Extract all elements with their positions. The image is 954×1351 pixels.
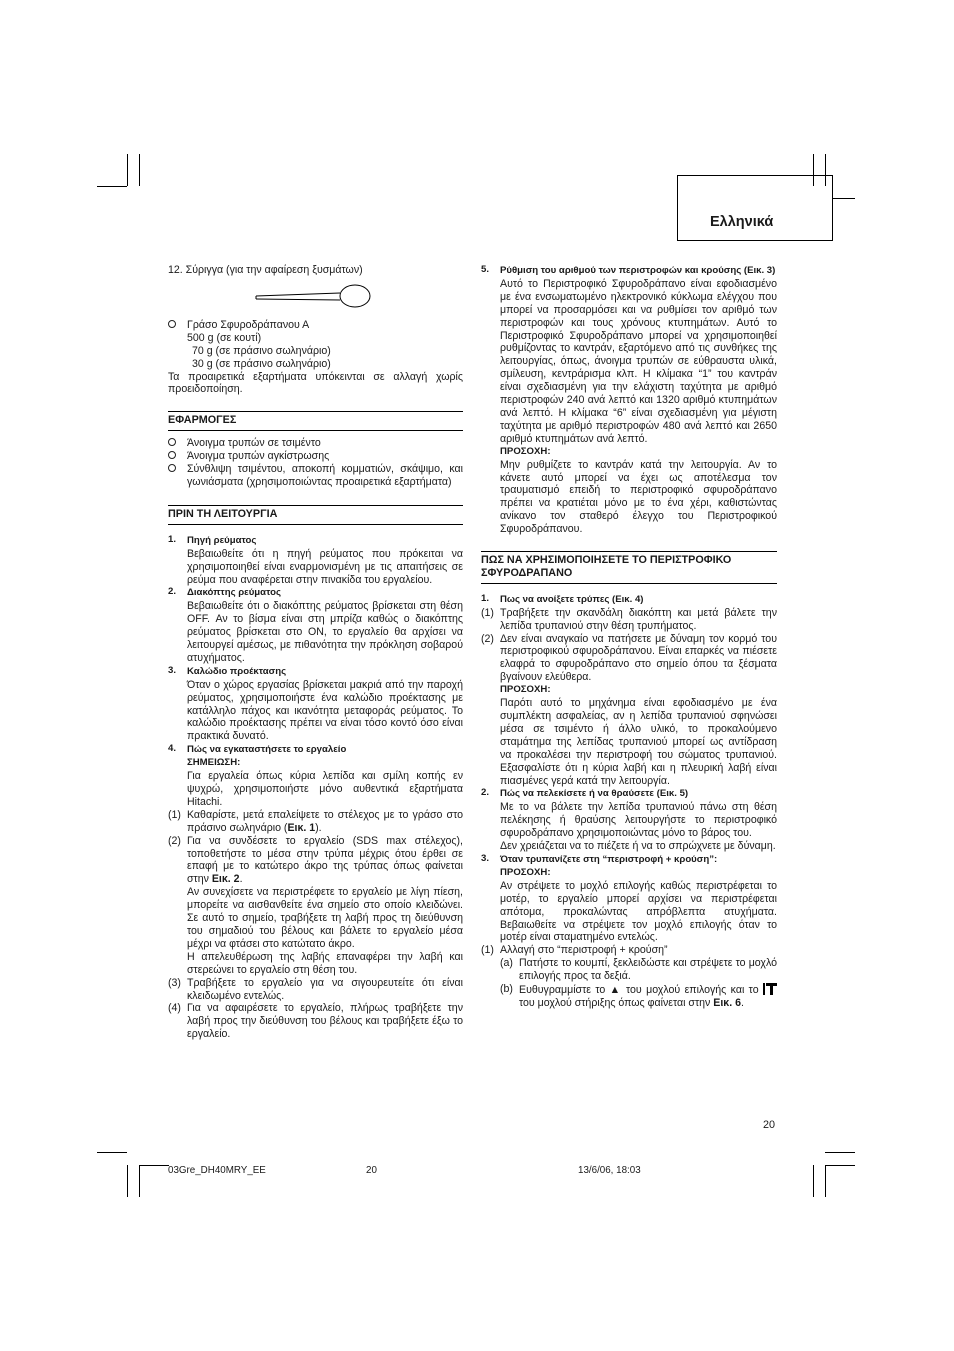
step-number: (2) [481, 632, 494, 645]
step-number: (a) [500, 957, 513, 970]
figure-ref: Εικ. 6 [713, 996, 741, 1009]
step-text: Η απελευθέρωση της λαβής επαναφέρει την λαβή και στερεώνει το εργαλείο στη θέση του. [187, 950, 463, 976]
prior-item-2 [168, 586, 463, 664]
grease-title: Γράσο Σφυροδράπανου Α [187, 318, 310, 331]
item-title: Πως να ανοίξετε τρύπες (Εικ. 4) [500, 593, 644, 605]
item-number: 4. [168, 743, 177, 755]
item-number: 1. [168, 533, 177, 545]
step-text: Για να συνδέσετε το εργαλείο (SDS max στέλεχος), τοποθετήστε το μέσα στην τρύπα μέχρις ότου έρθει σε επαφή με το κατώτερο άκρο της τρύπας όπως φαίνεται στην [187, 834, 463, 886]
crop-mark [127, 154, 128, 186]
item-number: 2. [168, 586, 177, 598]
crop-mark [139, 154, 140, 186]
accessories-note: Τα προαιρετικά εξαρτήματα υπόκεινται σε αλλαγή χωρίς προειδοποίηση. [168, 370, 463, 396]
bullet-icon [168, 438, 176, 446]
item-number: 5. [481, 264, 490, 275]
use-item-2 [481, 787, 777, 853]
item-text: Αυτό το Περιστροφικό Σφυροδράπανο είναι εφοδιασμένο με ένα ενσωματωμένο ηλεκτρονικό κύκλωμα ελέγχου που μπορεί να προσαρμόσει και να ρυθμίσει τον αριθμό των περιστροφών και τους χρόνους κτυπημάτων. Αυτό το Περιστροφικό Σφυροδράπανο μπορεί να χρησιμοποιηθεί ρυθμίζοντας το καντράν, εξαρτόμενο από τις συνθήκες της λειτουργίας, όπως, άνοιγμα τρυπών σε εύθραυστα υλικά, σμίλευση, κεντράρισμα κλπ. Η κλίμακα “1” του καντράν είναι σχεδιασμένη για την ελάχιστη ταχύτητα με αριθμό περιστροφών 240 ανά λεπτό και 1320 αριθμό κτυπημάτων ανά λεπτό. Η κλίμακα “6” είναι σχεδιασμένη για μέγιστη ταχύτητα με αριθμό περιστροφών 480 ανά λεπτό και 2650 αριθμό κτυπημάτων ανά λεπτό. [500, 277, 777, 445]
prior-item-4 [168, 743, 463, 809]
item-text: Όταν ο χώρος εργασίας βρίσκεται μακριά από την παροχή ρεύματος, χρησιμοποιήστε ένα καλώδιο προέκτασης με κατάλληλο πάχος και ικανότητα μεταφοράς ρεύματος. Το καλώδιο προέκτασης πρέπει να είναι τόσο κοντό όσο είναι πρακτικά δυνατό. [187, 678, 463, 743]
step-number: (1) [481, 944, 494, 957]
item-title: Καλώδιο προέκτασης [187, 665, 287, 677]
use-step [481, 944, 777, 957]
caution-label: ΠΡΟΣΟΧΗ: [500, 684, 551, 696]
item-text: Βεβαιωθείτε ότι ο διακόπτης ρεύματος βρίσκεται στη θέση OFF. Αν το βίσμα είναι στη μπρίζα καθώς ο διακόπτης ρεύματος βρίσκεται στο ON, το εργαλείο θα αρχίσει να λειτουργεί αμέσως, με πιθανότητα την πρόκληση σοβαρού ατυχήματος. [187, 600, 463, 664]
caution-text: Παρότι αυτό το μηχάνημα είναι εφοδιασμένο με ένα συμπλέκτη ασφαλείας, αν η λεπίδα τρυπανιού σφηνώσει μέσα σε τσιμέντο ή άλλο υλικό, το προκαλούμενο σταμάτημα της λεπίδας τρυπανιού μπορεί ως αντίδραση να προκαλέσει την περιστροφή του σώματος τρυπανιού. Εξασφαλίστε ότι η κύρια λαβή και η πλευρική λαβή είναι πιασμένες γερά κατά την λειτουργία. [500, 697, 777, 787]
step-number: (b) [500, 983, 513, 996]
application-item [168, 463, 463, 489]
use-step [481, 607, 777, 633]
step-text: Ευθυγραμμίστε το ▲ του μοχλού επιλογής και το [519, 984, 759, 997]
application-item [168, 450, 463, 463]
crop-mark [97, 1152, 127, 1153]
caution-label: ΠΡΟΣΟΧΗ: [500, 866, 551, 878]
crop-mark [833, 198, 855, 199]
crop-mark [825, 1165, 855, 1166]
step-number: (3) [168, 976, 181, 989]
grease-size: 70 g (σε πράσινο σωληνάριο) [192, 344, 331, 357]
crop-mark [97, 186, 127, 187]
crop-mark [127, 1165, 128, 1197]
hammer-drill-symbol-icon [763, 983, 777, 995]
note-label: ΣΗΜΕΙΩΣΗ: [187, 757, 241, 769]
accessory-item-12: 12. Σύριγγα (για την αφαίρεση ξυσμάτων) [168, 264, 363, 276]
use-substep [500, 983, 777, 1010]
install-step-4 [168, 1002, 463, 1041]
caution-text: Μην ρυθμίζετε το καντράν κατά την λειτουργία. Αν το κάνετε αυτό μπορεί να έχει ως αποτέλεσμα τον τραυματισμό επειδή το περιστροφικό σφυροδράπανο πρέπει να κρατιέται μόνο με το ένα χέρι, καθιστώντας ανίκανο τον σταθερό έλεγχο του Περιστροφικού Σφυροδράπανου. [500, 458, 777, 536]
grease-size: 30 g (σε πράσινο σωληνάριο) [192, 357, 331, 370]
application-item [168, 437, 463, 450]
use-step [481, 633, 777, 788]
figure-ref: Εικ. 1 [287, 821, 316, 834]
item-title: Διακόπτης ρεύματος [187, 587, 281, 599]
caution-label: ΠΡΟΣΟΧΗ: [500, 445, 551, 457]
item-title: Όταν τρυπανίζετε στη “περιστροφή + κρούση”: [500, 853, 718, 865]
install-step-1 [168, 809, 463, 835]
section-heading: ΠΡΙΝ ΤΗ ΛΕΙΤΟΥΡΓΙΑ [168, 505, 463, 525]
crop-mark [825, 1165, 826, 1197]
step-text: Πατήστε το κουμπί, ξεκλειδώστε και στρέψετε το μοχλό επιλογής προς τα δεξιά. [519, 957, 777, 983]
prior-item-3 [168, 665, 463, 743]
page-number: 20 [763, 1119, 776, 1131]
item-number: 2. [481, 787, 490, 799]
step-text: Καθαρίστε, μετά επαλείψετε το στέλεχος με το γράσο στο πράσινο σωληνάριο ( [187, 808, 463, 834]
section-heading: ΠΩΣ ΝΑ ΧΡΗΣΙΜΟΠΟΙΗΣΕΤΕ ΤΟ ΠΕΡΙΣΤΡΟΦΙΚΟ ΣΦΥΡΟΔΡΑΠΑΝΟ [481, 551, 777, 584]
language-label: Ελληνικά [710, 214, 774, 230]
use-item-3 [481, 853, 777, 944]
syringe-illustration [168, 281, 463, 313]
bullet-icon [168, 320, 176, 328]
prior-item-5 [481, 264, 777, 536]
use-item-1 [481, 593, 777, 607]
use-substep [500, 957, 777, 983]
step-text: Αλλαγή στο “περιστροφή + κρούση” [500, 944, 668, 957]
crop-mark [825, 1152, 855, 1153]
step-text: . [741, 996, 744, 1009]
step-text: Τραβήξετε την σκανδάλη διακόπτη και μετά βάλετε την λεπίδα τρυπανιού στην θέση τρυπήματος. [500, 606, 777, 632]
item-number: 1. [481, 592, 490, 604]
step-text: Τραβήξετε το εργαλείο για να σιγουρευτείτε ότι είναι κλειδωμένο εντελώς. [187, 976, 463, 1002]
item-number: 3. [481, 852, 490, 864]
crop-mark [139, 1165, 140, 1197]
item-text: Με το να βάλετε την λεπίδα τρυπανιού πάνω στη θέση πελέκησης ή θραύσης λειτουργήστε το περιστροφικό σφυροδράπανο χρησιμοποιώντας μόνο το βάρος του. [500, 801, 777, 840]
item-number: 3. [168, 664, 177, 676]
item-title: Πηγή ρεύματος [187, 534, 257, 546]
step-text: του μοχλού στήριξης όπως φαίνεται στην [519, 996, 711, 1009]
section-heading: ΕΦΑΡΜΟΓΕΣ [168, 411, 463, 431]
application-text: Σύνθλιψη τσιμέντου, αποκοπή κομματιών, σκάψιμο, και γωνιάσματα (χρησιμοποιώντας προαιρετικά εξαρτήματα) [187, 463, 463, 488]
step-number: (2) [168, 834, 181, 847]
footer-page: 20 [366, 1165, 377, 1176]
crop-mark [139, 1165, 169, 1166]
step-text: Για να αφαιρέσετε το εργαλείο, πλήρως τραβήξετε την λαβή προς την διεύθυνση του βέλους και τραβήξετε έξω το εργαλείο. [187, 1002, 463, 1041]
syringe-icon [168, 281, 463, 313]
item-title: Ρύθμιση του αριθμού των περιστροφών και κρούσης (Εικ. 3) [500, 265, 776, 276]
right-column [481, 264, 777, 1010]
bullet-icon [168, 464, 176, 472]
application-text: Άνοιγμα τρυπών αγκίστρωσης [187, 450, 330, 463]
bullet-icon [168, 451, 176, 459]
item-title: Πώς να πελεκίσετε ή να θραύσετε (Εικ. 5) [500, 788, 689, 800]
item-text: Δεν χρειάζεται να το πιέζετε ή να το σπρώχνετε με δύναμη. [500, 840, 776, 853]
footer-file: 03Gre_DH40MRY_EE [168, 1165, 266, 1176]
left-column [168, 264, 463, 1041]
step-text: Δεν είναι αναγκαίο να πατήσετε με δύναμη τον κορμό του περιστροφικού σφυροδράπανου. Είναι επαρκές να πιέσετε ελαφρά το σφυροδράπανο στο σημείο όπου τα ξέσματα βγαίνουν ελεύθερα. [500, 632, 777, 684]
item-text: Βεβαιωθείτε ότι η πηγή ρεύματος που πρόκειται να χρησιμοποιηθεί είναι εναρμονισμένη με τις απαιτήσεις σε ρεύμα που αναφέρεται στην πινακίδα του εργαλείου. [187, 547, 463, 586]
figure-ref: Εικ. 2 [211, 873, 240, 886]
prior-item-1 [168, 534, 463, 587]
note-text: Για εργαλεία όπως κύρια λεπίδα και σμίλη κοπής εν ψυχρώ, χρησιμοποιήστε μόνο αυθεντικά εξαρτήματα Hitachi. [187, 770, 463, 808]
step-text: Αν συνεχίσετε να περιστρέφετε το εργαλείο με λίγη πίεση, μπορείτε να αισθανθείτε ένα σημείο στο οποίο κλειδώνει. Σε αυτό το σημείο, τραβήξετε τη λαβή προς τη διεύθυνση του σημαδιού του βέλους και βάλετε το εργαλείο μέσα μέχρι να φτάσει στο κατώτατο άκρο. [187, 886, 463, 950]
language-tab [677, 175, 833, 241]
application-text: Άνοιγμα τρυπών σε τσιμέντο [187, 437, 321, 450]
install-step-2 [168, 835, 463, 977]
install-step-3 [168, 977, 463, 1003]
step-number: (4) [168, 1002, 181, 1015]
step-number: (1) [168, 808, 181, 821]
step-text: . [239, 873, 243, 886]
item-title: Πώς να εγκαταστήσετε το εργαλείο [187, 744, 347, 756]
grease-size: 500 g (σε κουτί) [187, 331, 262, 344]
caution-text: Αν στρέψετε το μοχλό επιλογής καθώς περιστρέφεται το μοτέρ, το εργαλείο μπορεί αρχίσει να περιστρέφεται απότομα, προκαλώντας απρόβλεπτα ατυχήματα. Βεβαιωθείτε να στρέψετε τον μοχλό επιλογής όταν το μοτέρ είναι σταματημένο εντελώς. [500, 879, 777, 944]
footer-date: 13/6/06, 18:03 [578, 1165, 641, 1176]
step-text: ). [315, 821, 322, 834]
step-number: (1) [481, 606, 494, 619]
crop-mark [813, 1165, 814, 1197]
grease-item [168, 319, 463, 332]
